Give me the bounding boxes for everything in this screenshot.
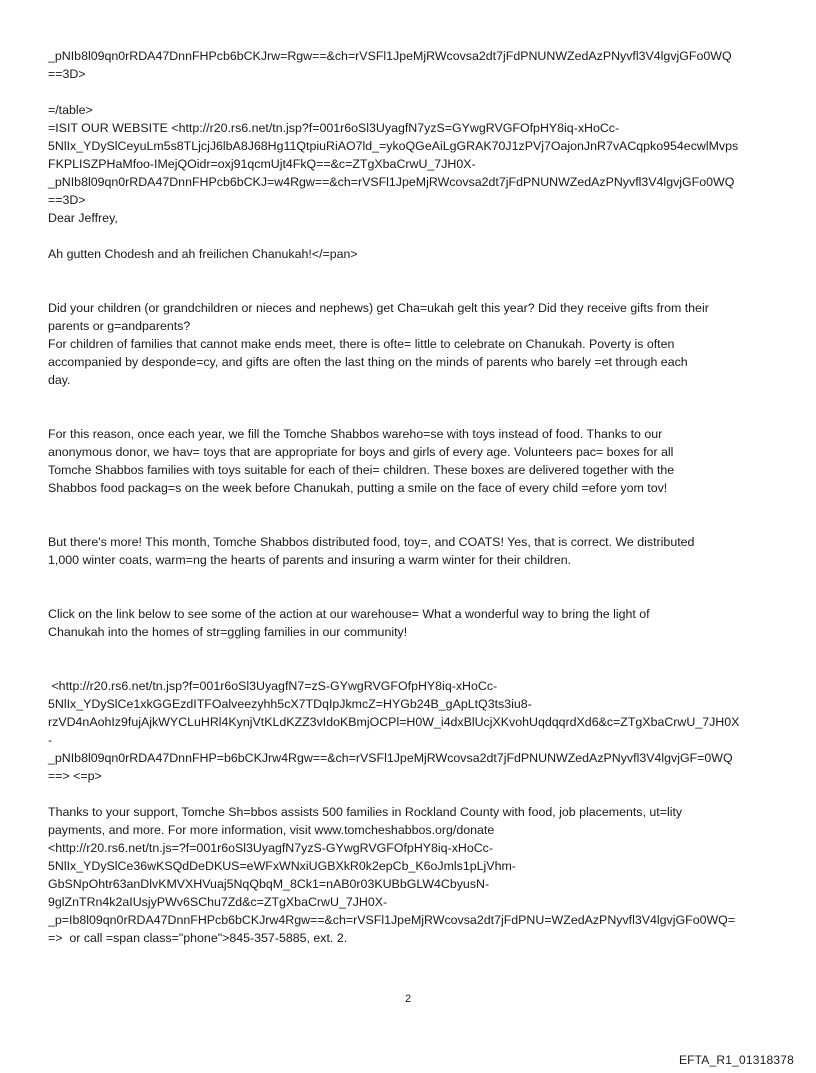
- text-line: Shabbos food packag=s on the week before Chanukah, putting a smile on the face of every child =efore yom tov!: [48, 481, 668, 495]
- text-line: [48, 227, 774, 245]
- text-line: [48, 569, 774, 587]
- text-line: [48, 659, 774, 677]
- text-line: =ISIT OUR WEBSITE <http://r20.rs6.net/tn.jsp?f=001r6oSl3UyagfN7yzS=GYwgRVGFOfpHY8iq-xHoCc-: [48, 121, 620, 135]
- text-line: [48, 587, 774, 605]
- text-line: [48, 83, 774, 101]
- text-line: 5NlIx_YDySlCe1xkGGEzdITFOalveezyhh5cX7TDqIpJkmcZ=HYGb24B_gApLtQ3ts3iu8-: [48, 697, 532, 711]
- text-line: _pNIb8l09qn0rRDA47DnnFHPcb6bCKJrw=Rgw==&ch=rVSFl1JpeMjRWcovsa2dt7jFdPNUNWZedAzPNyvfl3V4lgvjGFo0WQ: [48, 49, 732, 63]
- text-line: 5NlIx_YDySlCe36wKSQdDeDKUS=eWFxWNxiUGBXkR0k2epCb_K6oJmls1pLjVhm-: [48, 859, 516, 873]
- text-line: rzVD4nAohIz9fujAjkWYCLuHRl4KynjVtKLdKZZ3vIdoKBmjOCPl=H0W_i4dxBlUcjXKvohUqdqqrdXd6&c=ZTgXbaCrwU_7JH0X: [48, 715, 740, 729]
- text-line: Dear Jeffrey,: [48, 211, 118, 225]
- text-line: ==3D>: [48, 67, 86, 81]
- document-id: EFTA_R1_01318378: [678, 1053, 794, 1067]
- text-line: Chanukah into the homes of str=ggling families in our community!: [48, 625, 408, 639]
- text-line: payments, and more. For more information, visit www.tomcheshabbos.org/donate: [48, 823, 495, 837]
- text-line: accompanied by desponde=cy, and gifts are often the last thing on the minds of parents who barely =et through each: [48, 355, 688, 369]
- email-body: [48, 47, 774, 947]
- text-line: GbSNpOhtr63anDlvKMVXHVuaj5NqQbqM_8Ck1=nAB0r03KUBbGLW4CbyusN-: [48, 877, 490, 891]
- text-line: But there's more! This month, Tomche Shabbos distributed food, toy=, and COATS! Yes, that is correct. We distributed: [48, 535, 695, 549]
- text-line: _p=Ib8l09qn0rRDA47DnnFHPcb6bCKJrw4Rgw==&ch=rVSFl1JpeMjRWcovsa2dt7jFdPNU=WZedAzPNyvfl3V4lgvjGFo0WQ=: [48, 913, 736, 927]
- text-line: -: [48, 733, 53, 747]
- text-line: _pNIb8l09qn0rRDA47DnnFHPcb6bCKJ=w4Rgw==&ch=rVSFl1JpeMjRWcovsa2dt7jFdPNUNWZedAzPNyvfl3V4lgvjGFo0WQ: [48, 175, 735, 189]
- text-line: Ah gutten Chodesh and ah freilichen Chanukah!</=pan>: [48, 247, 358, 261]
- text-line: Did your children (or grandchildren or nieces and nephews) get Cha=ukah gelt this year? Did they receive gifts from their: [48, 301, 709, 315]
- text-line: [48, 497, 774, 515]
- text-line: parents or g=andparents?: [48, 319, 191, 333]
- text-line: [48, 281, 774, 299]
- text-line: [48, 263, 774, 281]
- text-line: =/table>: [48, 103, 93, 117]
- text-line: <http://r20.rs6.net/tn.js=?f=001r6oSl3UyagfN7yzS-GYwgRVGFOfpHY8iq-xHoCc-: [48, 841, 493, 855]
- text-line: For this reason, once each year, we fill the Tomche Shabbos wareho=se with toys instead of food. Thanks to our: [48, 427, 663, 441]
- text-line: [48, 389, 774, 407]
- text-line: [48, 785, 774, 803]
- text-line: For children of families that cannot make ends meet, there is ofte= little to celebrate on Chanukah. Poverty is often: [48, 337, 675, 351]
- text-line: [48, 641, 774, 659]
- text-line: [48, 407, 774, 425]
- text-line: Click on the link below to see some of the action at our warehouse= What a wonderful way to bring the light of: [48, 607, 650, 621]
- text-line: 1,000 winter coats, warm=ng the hearts of parents and insuring a warm winter for their children.: [48, 553, 572, 567]
- text-line: ==3D>: [48, 193, 86, 207]
- page-number: 2: [404, 993, 412, 1005]
- text-line: 9glZnTRn4k2aIUsjyPWv6SChu7Zd&c=ZTgXbaCrwU_7JH0X-: [48, 895, 388, 909]
- text-line: 5NlIx_YDySlCeyuLm5s8TLjcjJ6lbA8J68Hg11QtpiuRiAO7ld_=ykoQGeAiLgGRAK70J1zPVj7OajonJnR7vACqpko954ecwlMvps: [48, 139, 739, 153]
- text-line: <http://r20.rs6.net/tn.jsp?f=001r6oSl3UyagfN7=zS-GYwgRVGFOfpHY8iq-xHoCc-: [48, 679, 498, 693]
- text-line: Tomche Shabbos families with toys suitable for each of thei= children. These boxes are delivered together with the: [48, 463, 675, 477]
- text-line: anonymous donor, we hav= toys that are appropriate for boys and girls of every age. Volunteers pac= boxes for all: [48, 445, 674, 459]
- text-line: Thanks to your support, Tomche Sh=bbos assists 500 families in Rockland County with food, job placements, ut=lity: [48, 805, 683, 819]
- text-line: FKPLISZPHaMfoo-IMejQOidr=oxj91qcmUjt4FkQ==&c=ZTgXbaCrwU_7JH0X-: [48, 157, 476, 171]
- text-line: => or call =span class="phone">845-357-5885, ext. 2.: [48, 931, 348, 945]
- text-line: ==> <=p>: [48, 769, 102, 783]
- text-line: day.: [48, 373, 71, 387]
- text-line: [48, 515, 774, 533]
- text-line: _pNIb8l09qn0rRDA47DnnFHP=b6bCKJrw4Rgw==&ch=rVSFl1JpeMjRWcovsa2dt7jFdPNUNWZedAzPNyvfl3V4lgvjGF=0WQ: [48, 751, 733, 765]
